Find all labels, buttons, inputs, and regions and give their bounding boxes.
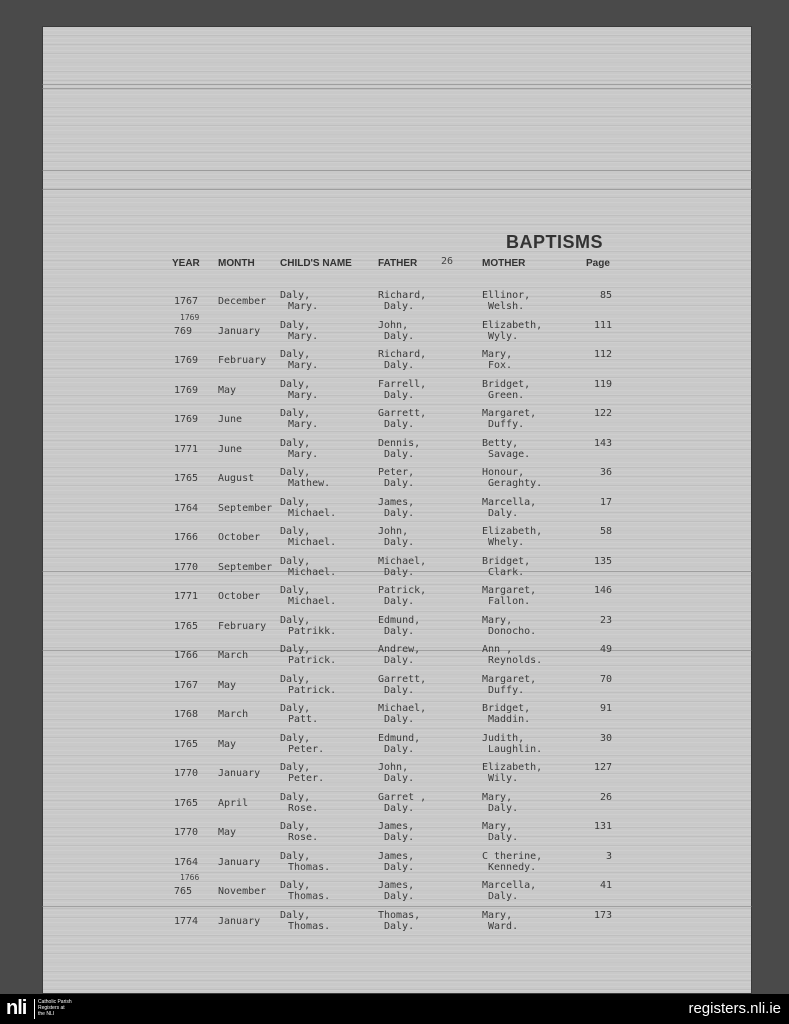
- document-title: BAPTISMS: [506, 232, 604, 252]
- record-father-name: Thomas,: [378, 909, 421, 921]
- record-page: 85: [599, 290, 612, 301]
- record-mother-surname: Duffy.: [488, 419, 525, 430]
- record-mother-name: Betty,: [482, 437, 519, 449]
- record-mother-name: Mary,: [482, 614, 513, 626]
- record-page: 17: [599, 496, 612, 508]
- record-mother-name: Bridget,: [482, 555, 531, 567]
- record-child-forename: Mathew.: [288, 478, 331, 489]
- record-father-surname: Daly.: [384, 507, 415, 519]
- record-page: 49: [599, 644, 612, 655]
- record-father-surname: Daly.: [384, 920, 415, 932]
- record-month: May: [218, 384, 237, 396]
- record-mother-name: Marcella,: [482, 496, 537, 508]
- header-page: Page: [586, 258, 610, 269]
- record-father-surname: Daly.: [384, 714, 415, 725]
- record-mother-surname: Clark.: [488, 566, 525, 578]
- record-mother-surname: Green.: [488, 389, 525, 401]
- record-month: October: [218, 532, 261, 543]
- scanned-register-page: [42, 26, 752, 994]
- record-child-forename: Michael.: [288, 566, 337, 578]
- record-year: 1767: [174, 296, 199, 307]
- record-mother-name: Judith,: [482, 732, 525, 744]
- record-year: 1771: [174, 591, 199, 602]
- record-child-surname: Daly,: [280, 408, 311, 419]
- table-row: [42, 674, 752, 704]
- record-page: 135: [593, 555, 612, 567]
- record-year: 1764: [174, 502, 199, 514]
- record-mother-surname: Daly.: [488, 832, 519, 843]
- record-month: November: [218, 886, 267, 897]
- record-father-name: Garrett,: [378, 673, 427, 685]
- record-child-forename: Patrick.: [288, 655, 337, 666]
- record-father-surname: Daly.: [384, 596, 415, 607]
- record-mother-surname: Maddin.: [488, 714, 531, 725]
- record-month: June: [218, 414, 243, 425]
- scan-line: [42, 88, 752, 89]
- table-row: [42, 762, 752, 792]
- record-father-name: James,: [378, 850, 415, 862]
- logo-divider: [34, 999, 35, 1019]
- record-child-forename: Thomas.: [288, 920, 331, 932]
- record-year: 1770: [174, 827, 199, 838]
- record-child-surname: Daly,: [280, 467, 311, 478]
- record-father-name: Richard,: [378, 349, 427, 360]
- record-year: 765: [174, 886, 193, 897]
- record-father-name: Michael,: [378, 555, 427, 567]
- record-father-surname: Daly.: [384, 330, 415, 342]
- record-month: December: [218, 296, 267, 307]
- scan-line: [42, 84, 752, 85]
- record-father-surname: Daly.: [384, 566, 415, 578]
- record-mother-name: Bridget,: [482, 378, 531, 390]
- record-mother-surname: Daly.: [488, 891, 519, 902]
- record-child-surname: Daly,: [280, 555, 311, 567]
- record-mother-name: Elizabeth,: [482, 762, 543, 773]
- record-year: 1774: [174, 915, 199, 927]
- record-month: September: [218, 561, 273, 573]
- record-child-forename: Rose.: [288, 832, 319, 843]
- record-child-forename: Michael.: [288, 537, 337, 548]
- record-year: 1770: [174, 768, 199, 779]
- record-child-surname: Daly,: [280, 821, 311, 832]
- record-month: October: [218, 591, 261, 602]
- record-father-surname: Daly.: [384, 861, 415, 873]
- record-year: 1769: [174, 414, 199, 425]
- record-father-name: Michael,: [378, 703, 427, 714]
- record-page: 41: [599, 880, 612, 891]
- header-year: YEAR: [172, 258, 200, 269]
- record-page: 127: [593, 762, 612, 773]
- record-child-forename: Michael.: [288, 596, 337, 607]
- record-month: May: [218, 738, 237, 750]
- record-page: 23: [599, 614, 612, 626]
- record-child-forename: Mary.: [288, 301, 319, 312]
- record-child-surname: Daly,: [280, 378, 311, 390]
- record-mother-name: Marcella,: [482, 880, 537, 891]
- record-year: 1771: [174, 443, 199, 455]
- nli-logo[interactable]: nli: [6, 997, 27, 1019]
- record-child-forename: Thomas.: [288, 891, 331, 902]
- record-father-surname: Daly.: [384, 832, 415, 843]
- record-child-forename: Peter.: [288, 773, 325, 784]
- table-row: [42, 556, 752, 586]
- record-child-surname: Daly,: [280, 909, 311, 921]
- record-mother-name: Ellinor,: [482, 290, 531, 301]
- record-father-surname: Daly.: [384, 891, 415, 902]
- table-row: [42, 349, 752, 379]
- header-mother: MOTHER: [482, 258, 526, 269]
- record-month: January: [218, 768, 261, 779]
- record-father-name: Farrell,: [378, 378, 427, 390]
- logo-subtitle-line: Registers at: [38, 1005, 65, 1011]
- record-father-name: Edmund,: [378, 614, 421, 626]
- record-month: June: [218, 443, 243, 455]
- record-child-forename: Patrick.: [288, 684, 337, 696]
- record-child-forename: Mary.: [288, 330, 319, 342]
- record-mother-name: Mary,: [482, 791, 513, 803]
- record-father-surname: Daly.: [384, 625, 415, 637]
- table-row: [42, 290, 752, 320]
- record-child-forename: Patt.: [288, 714, 319, 725]
- record-child-surname: Daly,: [280, 673, 311, 685]
- record-father-surname: Daly.: [384, 655, 415, 666]
- record-page: 26: [599, 791, 612, 803]
- record-mother-surname: Laughlin.: [488, 743, 543, 755]
- record-mother-name: Bridget,: [482, 703, 531, 714]
- record-child-surname: Daly,: [280, 644, 311, 655]
- record-child-surname: Daly,: [280, 349, 311, 360]
- record-mother-surname: Welsh.: [488, 301, 525, 312]
- record-mother-name: Ann ,: [482, 644, 513, 655]
- record-mother-surname: Kennedy.: [488, 861, 537, 873]
- record-father-name: James,: [378, 496, 415, 508]
- record-father-name: Edmund,: [378, 732, 421, 744]
- record-month: January: [218, 325, 261, 337]
- record-mother-surname: Fox.: [488, 360, 513, 371]
- table-row: [42, 320, 752, 350]
- record-father-name: Dennis,: [378, 437, 421, 449]
- record-father-name: John,: [378, 762, 409, 773]
- record-child-forename: Mary.: [288, 360, 319, 371]
- record-child-surname: Daly,: [280, 496, 311, 508]
- record-year: 1766: [174, 650, 199, 661]
- record-year: 1765: [174, 620, 199, 632]
- table-row: [42, 821, 752, 851]
- record-page: 112: [593, 349, 612, 360]
- record-mother-surname: Reynolds.: [488, 655, 543, 666]
- record-child-forename: Rose.: [288, 802, 319, 814]
- record-mother-name: Margaret,: [482, 408, 537, 419]
- record-mother-name: Margaret,: [482, 673, 537, 685]
- record-father-surname: Daly.: [384, 419, 415, 430]
- record-month: February: [218, 355, 267, 366]
- table-row: [42, 497, 752, 527]
- record-page: 173: [593, 909, 612, 921]
- record-mother-name: Mary,: [482, 909, 513, 921]
- record-child-forename: Mary.: [288, 389, 319, 401]
- record-month: May: [218, 679, 237, 691]
- record-child-forename: Mary.: [288, 419, 319, 430]
- record-child-surname: Daly,: [280, 703, 311, 714]
- record-year: 1764: [174, 856, 199, 868]
- record-year: 1766: [174, 532, 199, 543]
- table-row: [42, 526, 752, 556]
- record-father-name: James,: [378, 880, 415, 891]
- table-row: [42, 585, 752, 615]
- record-child-surname: Daly,: [280, 880, 311, 891]
- record-month: January: [218, 915, 261, 927]
- record-mother-surname: Whely.: [488, 537, 525, 548]
- record-page: 119: [593, 378, 612, 390]
- record-month: March: [218, 709, 249, 720]
- record-father-name: John,: [378, 319, 409, 331]
- record-father-name: Peter,: [378, 467, 415, 478]
- table-row: [42, 615, 752, 645]
- handwritten-year-note: 1769: [180, 313, 200, 322]
- header-month: MONTH: [218, 258, 255, 269]
- record-child-surname: Daly,: [280, 732, 311, 744]
- record-father-surname: Daly.: [384, 802, 415, 814]
- record-child-surname: Daly,: [280, 319, 311, 331]
- record-month: September: [218, 502, 273, 514]
- record-child-forename: Michael.: [288, 507, 337, 519]
- logo-subtitle: [38, 999, 72, 1017]
- record-year: 1765: [174, 738, 199, 750]
- record-mother-surname: Duffy.: [488, 684, 525, 696]
- table-row: [42, 644, 752, 674]
- record-mother-surname: Geraghty.: [488, 478, 543, 489]
- table-row: [42, 733, 752, 763]
- record-page: 70: [599, 673, 612, 685]
- record-year: 1768: [174, 709, 199, 720]
- record-mother-name: Elizabeth,: [482, 526, 543, 537]
- record-month: May: [218, 827, 237, 838]
- scan-line: [42, 189, 752, 190]
- record-father-name: Garrett,: [378, 408, 427, 419]
- record-month: February: [218, 620, 267, 632]
- record-year: 1770: [174, 561, 199, 573]
- record-father-name: Garret ,: [378, 791, 427, 803]
- record-father-name: James,: [378, 821, 415, 832]
- record-mother-name: Elizabeth,: [482, 319, 543, 331]
- record-child-surname: Daly,: [280, 437, 311, 449]
- record-page: 3: [605, 850, 612, 862]
- record-page: 91: [599, 703, 612, 714]
- record-page: 58: [599, 526, 612, 537]
- record-mother-name: Mary,: [482, 349, 513, 360]
- record-mother-name: Honour,: [482, 467, 525, 478]
- record-father-surname: Daly.: [384, 773, 415, 784]
- record-mother-surname: Wily.: [488, 773, 519, 784]
- table-row: [42, 438, 752, 468]
- record-father-name: Patrick,: [378, 585, 427, 596]
- table-row: [42, 792, 752, 822]
- record-father-surname: Daly.: [384, 743, 415, 755]
- record-mother-surname: Fallon.: [488, 596, 531, 607]
- scan-line: [42, 170, 752, 171]
- record-child-forename: Peter.: [288, 743, 325, 755]
- record-year: 1765: [174, 473, 199, 484]
- header-childs-name: CHILD'S NAME: [280, 258, 352, 269]
- record-child-surname: Daly,: [280, 526, 311, 537]
- record-mother-name: C therine,: [482, 850, 543, 862]
- record-father-name: Andrew,: [378, 644, 421, 655]
- record-page: 146: [593, 585, 612, 596]
- record-page: 131: [593, 821, 612, 832]
- record-mother-surname: Ward.: [488, 920, 519, 932]
- record-father-surname: Daly.: [384, 684, 415, 696]
- header-father: FATHER: [378, 258, 418, 269]
- record-page: 36: [599, 467, 612, 478]
- record-page: 122: [593, 408, 612, 419]
- record-child-surname: Daly,: [280, 585, 311, 596]
- record-child-forename: Thomas.: [288, 861, 331, 873]
- table-row: [42, 703, 752, 733]
- record-mother-surname: Savage.: [488, 448, 531, 460]
- page-number: 26: [441, 256, 454, 267]
- record-child-surname: Daly,: [280, 614, 311, 626]
- record-month: August: [218, 473, 255, 484]
- record-mother-surname: Donocho.: [488, 625, 537, 637]
- footer-bar: [0, 994, 789, 1024]
- table-row: [42, 910, 752, 940]
- record-child-surname: Daly,: [280, 850, 311, 862]
- record-child-forename: Patrikk.: [288, 625, 337, 637]
- record-mother-name: Margaret,: [482, 585, 537, 596]
- record-child-surname: Daly,: [280, 290, 311, 301]
- record-father-surname: Daly.: [384, 360, 415, 371]
- record-page: 111: [593, 319, 612, 331]
- handwritten-year-note: 1766: [180, 873, 200, 882]
- record-father-surname: Daly.: [384, 389, 415, 401]
- logo-subtitle-line: the NLI: [38, 1011, 55, 1017]
- table-row: [42, 851, 752, 881]
- record-father-surname: Daly.: [384, 478, 415, 489]
- table-row: [42, 379, 752, 409]
- record-year: 769: [174, 325, 193, 337]
- record-year: 1765: [174, 797, 199, 809]
- record-page: 143: [593, 437, 612, 449]
- record-father-surname: Daly.: [384, 448, 415, 460]
- record-father-name: John,: [378, 526, 409, 537]
- record-mother-surname: Daly.: [488, 802, 519, 814]
- table-row: [42, 408, 752, 438]
- record-father-surname: Daly.: [384, 301, 415, 312]
- logo-subtitle-line: Catholic Parish: [38, 999, 72, 1005]
- record-page: 30: [599, 732, 612, 744]
- record-child-surname: Daly,: [280, 791, 311, 803]
- record-father-name: Richard,: [378, 290, 427, 301]
- record-year: 1769: [174, 355, 199, 366]
- table-row: [42, 467, 752, 497]
- table-row: [42, 880, 752, 910]
- record-mother-surname: Daly.: [488, 507, 519, 519]
- record-month: January: [218, 856, 261, 868]
- site-link[interactable]: registers.nli.ie: [688, 1000, 781, 1017]
- record-year: 1767: [174, 679, 199, 691]
- record-mother-name: Mary,: [482, 821, 513, 832]
- record-child-forename: Mary.: [288, 448, 319, 460]
- record-month: April: [218, 797, 249, 809]
- record-child-surname: Daly,: [280, 762, 311, 773]
- record-year: 1769: [174, 384, 199, 396]
- record-father-surname: Daly.: [384, 537, 415, 548]
- record-mother-surname: Wyly.: [488, 330, 519, 342]
- record-month: March: [218, 650, 249, 661]
